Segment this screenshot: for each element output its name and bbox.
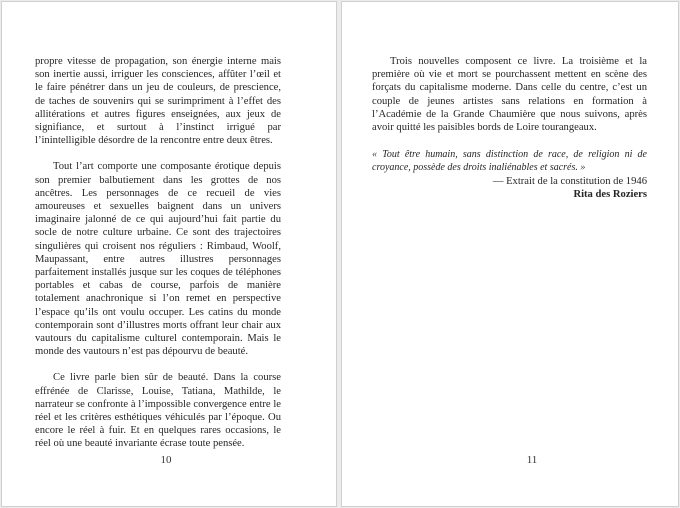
left-page [1,1,337,507]
epigraph-attribution: — Extrait de la constitution de 1946 [492,175,647,187]
right-page-body [372,55,647,201]
paragraph-intro: Trois nouvelles composent ce livre. La troisième et la première où vie et mort se pourchassent mettent en scène des forçats du capitalisme moderne. Dans celle du centre, c’est un couple de jeunes artistes sans relations en formation à l’Académie de la Grande Chaumière que nous suivons, après avoir quitté les paisibles bords de Loire tourangeaux. [372,56,647,134]
paragraph-2: Tout l’art comporte une composante érotique depuis son premier balbutiement dans les grottes de nos ancêtres. Les personnages de ce recueil de vies amoureuses et sexuelles baignent dans un univers imaginaire jalonné de ce qui aujourd’hui fait partie du socle de notre culture urbaine. Ce sont des trajectoires singulières qui croisent nos réguliers : Rimbaud, Woolf, Maupassant, entre autres illustres personnages parfaitement installés jusque sur les coques de téléphones portables et cabas de course, parfois de manière totalement anachronique si l’on remet en perspective l’espace qu’ils ont voulu occuper. Les catins du monde contemporain sont d’illustres morts offrant leur chair aux vautours du capitalisme culturel contemporain. Mais le monde des vautours n’est pas dépourvu de beauté. [35,161,281,358]
paragraph-3: Ce livre parle bien sûr de beauté. Dans la course effrénée de Clarisse, Louise, Tatiana, Mathilde, le narrateur se confronte à l’impossible convergence entre le réel et les critères esthétiques véhiculés par l’époque. Ou encore le réel à fuir. Et en quelques rares occasions, le réel où une beauté invariante écrase toute pensée. [35,372,281,450]
page-number-right: 11 [526,454,538,466]
paragraph-1: propre vitesse de propagation, son énergie interne mais son inertie aussi, irriguer les consciences, affûter l’œil et le faire pénétrer dans un jeu de couleurs, de prescience, de taches de souvenirs qui se surimpriment à l’effet des allitérations et autres figures enseignées, aux jeux de signifiance, et surtout à l’instinct irrigué par l’inintelligible désordre de la rencontre entre deux êtres. [35,56,281,147]
left-page-body [35,55,281,451]
epigraph-quote: « Tout être humain, sans distinction de race, de religion ni de croyance, possède des droits inaliénables et sacrés. » [372,149,647,174]
right-page [341,1,679,507]
author-name: Rita des Roziers [573,188,647,200]
page-number-left: 10 [160,454,172,466]
